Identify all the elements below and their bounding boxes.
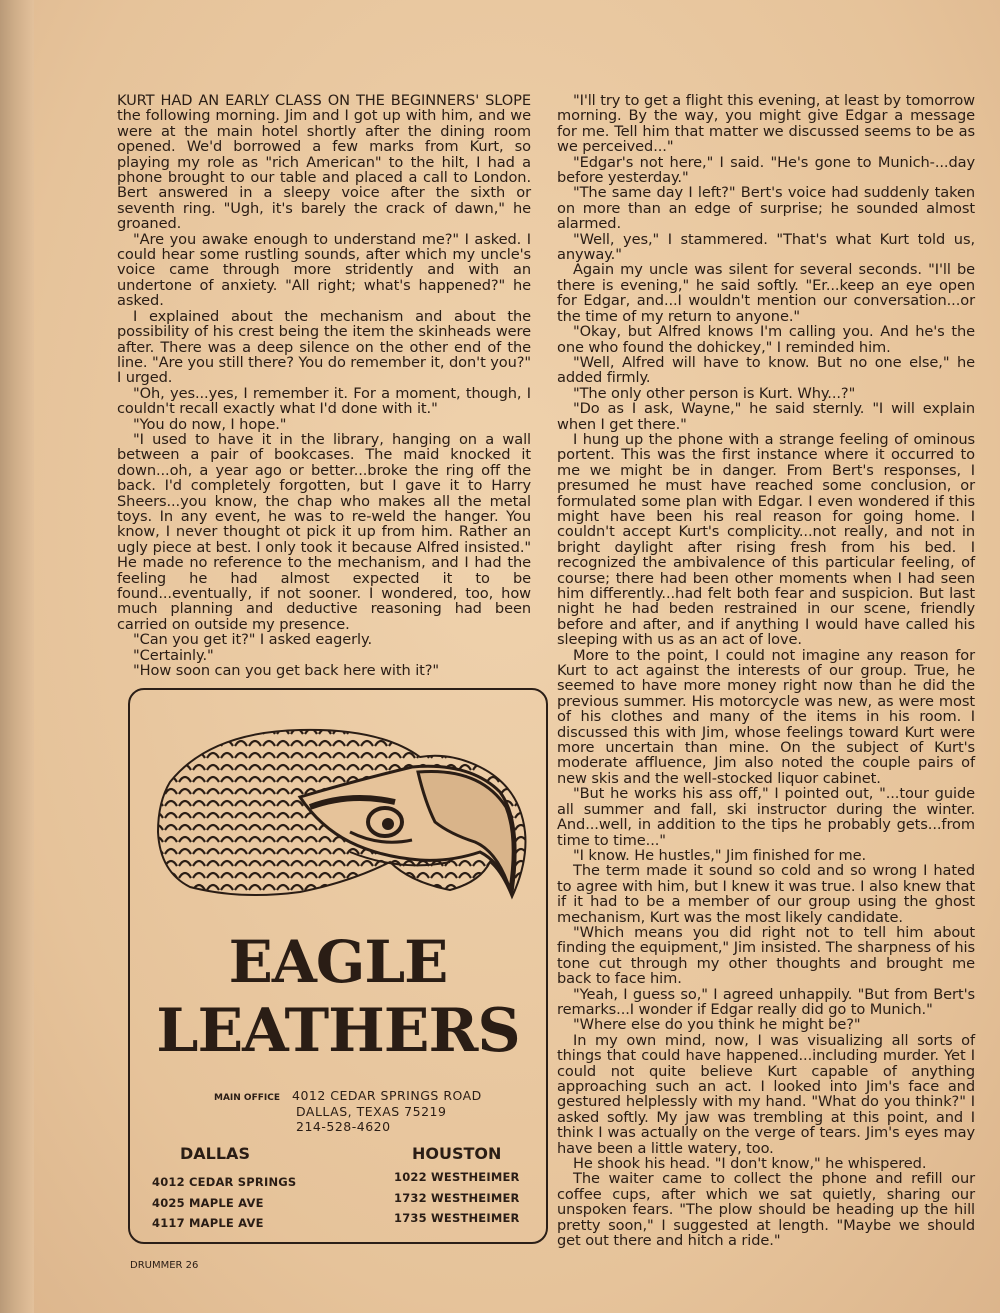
paragraph: More to the point, I could not imagine any reason for Kurt to act against the interests of our group. True, he seemed to have more money right now than he did the previous summer. His motorcycle was new, as were most of his clothes and many of the items in his room. I discussed this with Jim, whose feelings toward Kurt were more uncertain than mine. On the subject of Kurt's moderate affluence, Jim also noted the couple pairs of new skis and the well-stocked liquor cabinet. bbox=[557, 646, 975, 787]
paragraph: The term made it sound so cold and so wrong I hated to agree with him, but I knew it was true. I also knew that if it had to be a member of our group using the ghost mechanism, Kurt was the most likely candidate. bbox=[557, 862, 975, 926]
address-line: 1735 WESTHEIMER bbox=[394, 1211, 520, 1225]
paragraph: "But he works his ass off," I pointed out, "...tour guide all summer and fall, ski instructor during the winter. And...well, in addition to the tips he probably gets...from time to time..." bbox=[557, 785, 975, 849]
paragraph: "Certainly." bbox=[133, 646, 214, 664]
paragraph: "The only other person is Kurt. Why...?" bbox=[573, 384, 856, 402]
story-column-left bbox=[117, 93, 531, 678]
paragraph: "The same day I left?" Bert's voice had suddenly taken on more than an edge of surprise; he sounded almost alarmed. bbox=[557, 184, 975, 233]
paragraph: "Where else do you think he might be?" bbox=[573, 1016, 861, 1034]
story-column-right bbox=[557, 93, 975, 1248]
paragraph: "Yeah, I guess so," I agreed unhappily. "But from Bert's remarks...I wonder if Edgar really did go to Munich." bbox=[557, 985, 975, 1018]
paragraph: Again my uncle was silent for several seconds. "I'll be there is evening," he said softly. "Er...keep an eye open for Edgar, and...I wouldn't mention our conversation...or the time of my return to anyone." bbox=[557, 261, 975, 325]
paragraph: "Oh, yes...yes, I remember it. For a moment, though, I couldn't recall exactly what I'd done with it." bbox=[117, 384, 531, 418]
paragraph: He shook his head. "I don't know," he whispered. bbox=[573, 1155, 927, 1173]
paragraph: "Well, yes," I stammered. "That's what Kurt told us, anyway." bbox=[557, 230, 975, 264]
paragraph: "Are you awake enough to understand me?" I asked. I could hear some rustling sounds, after which my uncle's voice came through more stridently and with an undertone of anxiety. "All right; what's happened?" he asked. bbox=[117, 230, 531, 310]
paragraph: I hung up the phone with a strange feeling of ominous portent. This was the first instance where it occurred to me we might be in danger. From Bert's responses, I presumed he must have reached some conclusion, or formulated some plan with Edgar. I even wondered if this might have been his real reason for going home. I couldn't accept Kurt's complicity...not really, and not in bright daylight after rising fresh from his bed. I recognized the ambivalence of this particular feeling, of course; there had been other moments when I had seen him differently...had felt both fear and suspicion. But last night he had beden restrained in our scene, friendly before and after, and if anything I would have called his sleeping with us as an act of love. bbox=[557, 430, 975, 649]
ad-title-line-2: LEATHERS bbox=[156, 996, 520, 1066]
main-office-city: DALLAS, TEXAS 75219 bbox=[296, 1103, 447, 1119]
paragraph: "Edgar's not here," I said. "He's gone to Munich-...day before yesterday." bbox=[557, 153, 975, 187]
address-line: 4025 MAPLE AVE bbox=[152, 1195, 264, 1210]
paragraph: The waiter came to collect the phone and refill our coffee cups, after which we sat quietly, sharing our unspoken fears. "The plow should be heading up the hill pretty soon," I suggested at length. "Maybe we should get out there and hitch a ride." bbox=[557, 1170, 975, 1250]
paragraph: "Can you get it?" I asked eagerly. bbox=[133, 631, 372, 649]
address-line: 4117 MAPLE AVE bbox=[152, 1216, 264, 1230]
paragraph: I explained about the mechanism and about the possibility of his crest being the item the skinheads were after. There was a deep silence on the other end of the line. "Are you still there? You do remember it, don't you?" I urged. bbox=[117, 307, 531, 387]
page-folio: DRUMMER 26 bbox=[130, 1260, 199, 1271]
eagle-head-icon bbox=[150, 712, 530, 922]
address-line: 4012 CEDAR SPRINGS bbox=[152, 1175, 297, 1189]
main-office-phone: 214-528-4620 bbox=[296, 1119, 391, 1134]
eagle-leathers-advertisement bbox=[128, 688, 548, 1244]
houston-heading: HOUSTON bbox=[412, 1144, 502, 1163]
paragraph: "I used to have it in the library, hanging on a wall between a pair of bookcases. The maid knocked it down...oh, a year ago or better...broke the ring off the back. I'd completely forgotten, but I gave it to Harry Sheers...you know, the chap who makes all the metal toys. In any event, he was to re-weld the hanger. You know, I never thought ot pick it up from him. Rather an ugly piece at best. I only took it because Alfred insisted." He made no reference to the mechanism, and I had the feeling he had almost expected it to be found...eventually, if not sooner. I wondered, too, how much planning and deductive reasoning had been carried on outside my presence. bbox=[117, 430, 531, 633]
address-line: 1732 WESTHEIMER bbox=[394, 1190, 520, 1205]
paragraph: "I know. He hustles," Jim finished for me. bbox=[573, 846, 866, 864]
paragraph: "Do as I ask, Wayne," he said sternly. "I will explain when I get there." bbox=[557, 400, 975, 433]
paragraph: "I'll try to get a flight this evening, at least by tomorrow morning. By the way, you might give Edgar a message for me. Tell him that matter we discussed seems to be as we perceived..." bbox=[557, 92, 975, 156]
dallas-address-list bbox=[152, 1172, 296, 1234]
ad-title-line-1: EAGLE bbox=[228, 928, 448, 996]
dallas-heading: DALLAS bbox=[180, 1144, 250, 1163]
address-line: 1022 WESTHEIMER bbox=[394, 1170, 520, 1184]
paragraph: "How soon can you get back here with it?" bbox=[133, 662, 440, 680]
page-gutter bbox=[0, 0, 34, 1313]
main-office-street: 4012 CEDAR SPRINGS ROAD bbox=[292, 1088, 482, 1103]
paragraph: In my own mind, now, I was visualizing all sorts of things that could have happened...including murder. Yet I could not quite believe Kurt capable of anything approaching such an act. I looked into Jim's face and gestured helplessly with my hand. "What do you think?" I asked softly. My jaw was trembling at this point, and I think I was actually on the verge of tears. Jim's eyes may have been a little watery, too. bbox=[557, 1031, 975, 1157]
paragraph: "Okay, but Alfred knows I'm calling you. And he's the one who found the dohickey," I reminded him. bbox=[557, 323, 975, 356]
houston-address-list bbox=[394, 1167, 520, 1229]
main-office-address bbox=[292, 1088, 482, 1135]
paragraph: "Well, Alfred will have to know. But no one else," he added firmly. bbox=[557, 353, 975, 387]
paragraph: KURT HAD AN EARLY CLASS ON THE BEGINNERS' SLOPE the following morning. Jim and I got up with him, and we were at the main hotel shortly after the dining room opened. We'd borrowed a few marks from Kurt, so playing my role as "rich American" to the hilt, I had a phone brought to our table and placed a call to London. Bert answered in a sleepy voice after the sixth or seventh ring. "Ugh, it's barely the crack of dawn," he groaned. bbox=[117, 92, 531, 233]
paragraph: "Which means you did right not to tell him about finding the equipment," Jim insisted. The sharpness of his tone cut through my other thoughts and brought me back to face him. bbox=[557, 923, 975, 988]
paragraph: "You do now, I hope." bbox=[133, 415, 287, 433]
main-office-label: MAIN OFFICE bbox=[214, 1093, 280, 1103]
